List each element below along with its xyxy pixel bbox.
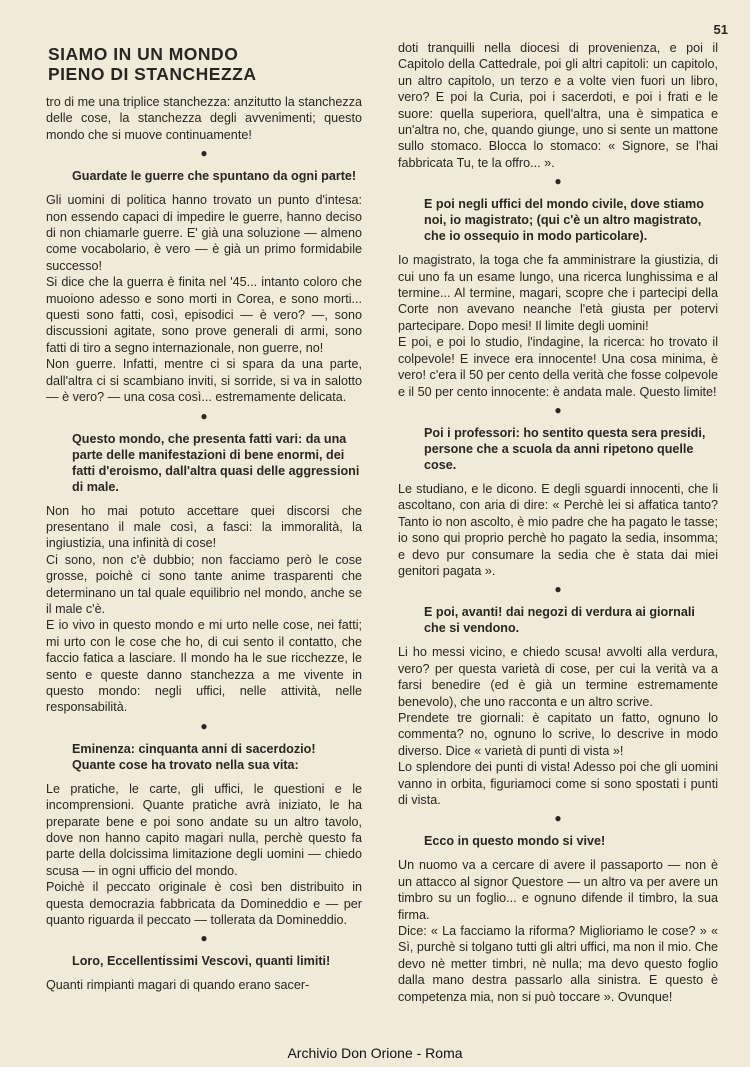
bullet-separator: ● [554,582,562,597]
paragraph: Lo splendore dei punti di vista! Adesso poi che gli uomini vanno in orbita, figuriamoci come si sono spostati i punti di vista. [398,760,718,807]
paragraph: Un nuomo va a cercare di avere il passaporto — non è un attacco al signor Questore — un altro va per avere un timbro su un foglio... e ognuno difende il timbro, la sua firma. [398,858,718,922]
paragraph: E io vivo in questo mondo e mi urto nelle cose, nei fatti; mi urto con le cose che ho, di cui sento il contatto, che faccio fatica a lasciare. Il mondo ha le sue ricchezze, le sento e queste danno stanchezza a me vivente in questo mondo: negli uffici, nelle attività, nelle responsabilità. [46,618,362,715]
paragraph: Io magistrato, la toga che fa amministrare la giustizia, di cui uno fa un esame lungo, una ricerca lunghissima e al termine... Al termine, magari, scopre che i partecipi della Corte non avevano neanche l'età giusta per potervi partecipare. Dopo mesi! Il limite degli uomini! [398,253,718,333]
bullet-separator: ● [554,174,562,189]
paragraph: Si dice che la guerra è finita nel '45... intanto coloro che muoiono adesso e sono morti in Corea, e sono morti... questi sono fatti, così, episodici — è vero? —, sono discussioni agitate, sono prove generali di armi, sono fatti di tiro a segno internazionale, non guerre, no! [46,275,362,355]
page-number: 51 [713,22,728,37]
title-line-1: SIAMO IN UN MONDO [48,44,239,64]
right-column-text [398,40,718,1005]
section-heading: Loro, Eccellentissimi Vescovi, quanti limiti! [72,954,331,969]
bullet-separator: ● [200,931,208,946]
paragraph: Li ho messi vicino, e chiedo scusa! avvolti alla verdura, vero? per questa varietà di cose, per cui la verità va a farsi benedire (ed è già un termine estremamente benevolo), che uno racconta e un altro scrive. [398,645,718,709]
article-title [48,44,362,84]
bullet-separator: ● [554,811,562,826]
paragraph: Non ho mai potuto accettare quei discorsi che presentano il male così, a fasci: la immoralità, la ingiustizia, una infinità di cose! [46,503,362,551]
left-column-text [46,94,362,994]
paragraph: Ci sono, non c'è dubbio; non facciamo però le cose grosse, poichè ci sono tante anime trasparenti che determinano un tal quale equilibrio nel mondo, anche se il male c'è. [46,552,362,616]
bullet-separator: ● [200,146,208,161]
archive-footer: Archivio Don Orione - Roma [287,1045,463,1061]
section-heading: Guardate le guerre che spuntano da ogni parte! [72,169,357,184]
paragraph: Poichè il peccato originale è così ben distribuito in questa democrazia fabbricata da Domineddio e — per quanto riguarda il peccato — tollerata da Domineddio. [46,880,362,928]
section-heading: E poi negli uffici del mondo civile, dove stiamo noi, io magistrato; (qui c'è un altro magistrato, che io ossequio in modo particolare). [424,197,704,244]
paragraph: Dice: « La facciamo la riforma? Miglioriamo le cose? » « Sì, purchè si tolgano tutti gli altri uffici, ma non il mio. Che devo nè metter timbri, nè nulla; ma devo questo foglio dalla mano destra passarlo alla sinistra. E questo è competenza mia, non si può toccare ». Ovunque! [398,924,718,1004]
bullet-separator: ● [200,718,208,733]
bullet-separator: ● [200,408,208,423]
paragraph: Le pratiche, le carte, gli uffici, le questioni e le incomprensioni. Quante pratiche avrà iniziato, le ha preparate bene e poi sono andate su un altro tavolo, dove non hanno capito magari nulla, perchè questo fa parte della dolcissima limitazione degli uomini — chiedo scusa — in ogni ufficio del mondo. [46,781,362,878]
paragraph: Gli uomini di politica hanno trovato un punto d'intesa: non essendo capaci di impedire le guerre, hanno deciso di non chiamarle guerre. E' già una soluzione — almeno come vocabolario, è vero — è già un primo formidabile successo! [46,193,362,273]
section-heading: Eminenza: cinquanta anni di sacerdozio! Quante cose ha trovato nella sua vita: [72,741,316,772]
paragraph: E poi, e poi lo studio, l'indagine, la ricerca: ho trovato il colpevole! E invece era innocente! Una cosa minima, è vero! c'era il 50 per cento della verità che fosse colpevole e il 50 per cento innocente: è andata male. Questo limite! [398,335,718,399]
paragraph: Prendete tre giornali: è capitato un fatto, ognuno lo commenta? no, ognuno lo scrive, lo descrive in modo diverso. Dice « varietà di punti di vista »! [398,710,718,758]
bullet-separator: ● [554,402,562,417]
paragraph: Quanti rimpianti magari di quando erano sacer- [46,978,310,993]
paragraph: Non guerre. Infatti, mentre ci si spara da una parte, dall'altra ci si scambiano inviti, si sorride, si va in salotto — è vero? — una cosa così... estremamente delicata. [46,357,362,405]
section-heading: Ecco in questo mondo si vive! [424,834,606,849]
section-heading: Poi i professori: ho sentito questa sera presidi, persone che a scuola da anni ripetono quelle cose. [424,425,706,472]
section-heading: Questo mondo, che presenta fatti vari: da una parte delle manifestazioni di bene enormi, dei fatti d'eroismo, dall'altra quasi delle aggressioni di male. [72,431,360,494]
right-column [398,40,718,1005]
paragraph: Le studiano, e le dicono. E degli sguardi innocenti, che li ascoltano, con aria di dire: « Perchè lei si affatica tanto? Tanto io non ascolto, è mio padre che ha pagato le tasse; io sono qui proprio perchè ho pagato la sedia, insomma; e devo pur consumare la sedia che è stata dai miei genitori pagata ». [398,481,718,578]
paragraph: tro di me una triplice stanchezza: anzitutto la stanchezza delle cose, la stanchezza degli avvenimenti; questo mondo che si muove continuamente! [46,95,362,142]
paragraph: doti tranquilli nella diocesi di provenienza, e poi il Capitolo della Cattedrale, poi gli altri capitoli: un capitolo, un altro capitolo, un terzo e a volte vien fuori un libro, vero? E poi la Curia, poi i sacerdoti, e poi i frati e le suore: quella superiora, quell'altra, una è simpatica e un'altra no, che, quando giunge, uno si sente un mattone sullo stomaco. Blocca lo stomaco: « Signore, se l'hai fabbricata Tu, te la offro... ». [398,41,718,170]
left-column [46,40,362,994]
title-line-2: PIENO DI STANCHEZZA [48,64,257,84]
section-heading: E poi, avanti! dai negozi di verdura ai giornali che si vendono. [424,605,695,636]
